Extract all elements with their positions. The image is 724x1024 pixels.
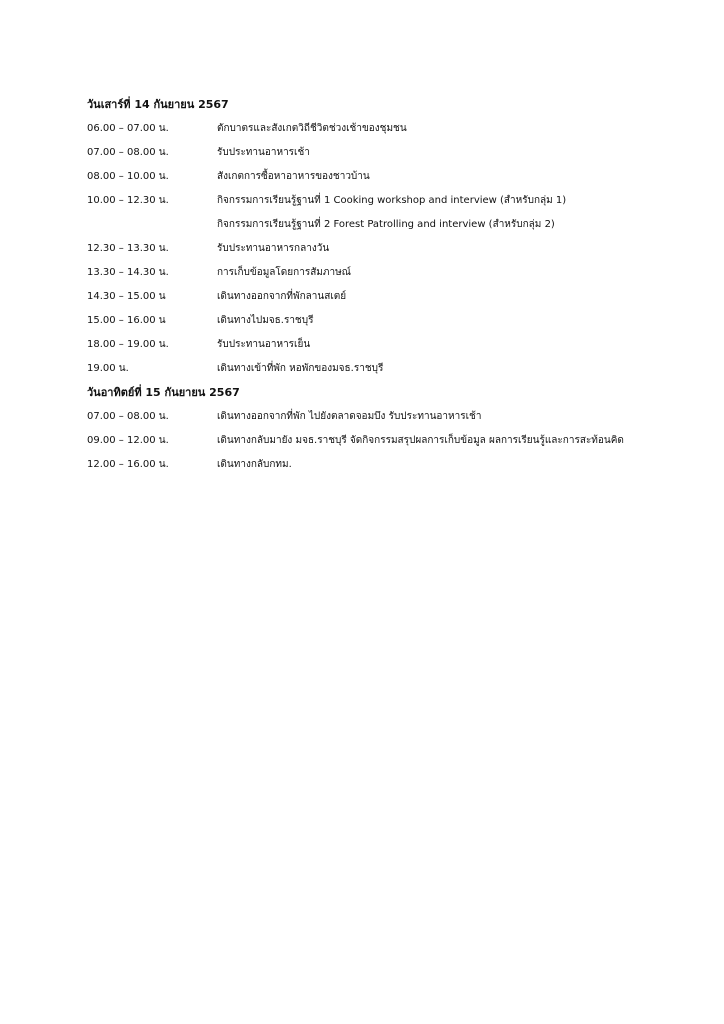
- schedule-document: [87, 93, 647, 477]
- schedule-row: [87, 429, 647, 453]
- time-cell: 14.30 – 15.00 น: [87, 291, 166, 302]
- activity-cell: เดินทางกลับกทม.: [217, 459, 292, 470]
- activity-cell: รับประทานอาหารเย็น: [217, 339, 311, 350]
- activity-cell: การเก็บข้อมูลโดยการสัมภาษณ์: [217, 267, 351, 278]
- activity-cell: กิจกรรมการเรียนรู้ฐานที่ 1 Cooking workshop and interview (สำหรับกลุ่ม 1): [217, 195, 567, 206]
- activity-cell: รับประทานอาหารกลางวัน: [217, 243, 330, 254]
- schedule-row: [87, 237, 647, 261]
- schedule-row: [87, 141, 647, 165]
- schedule-row: [87, 453, 647, 477]
- activity-cell: เดินทางเข้าที่พัก หอพักของมจธ.ราชบุรี: [217, 363, 384, 374]
- time-cell: 12.00 – 16.00 น.: [87, 459, 169, 470]
- time-cell: 19.00 น.: [87, 363, 129, 374]
- day-heading-saturday: วันเสาร์ที่ 14 กันยายน 2567: [87, 98, 229, 111]
- activity-cell: เดินทางกลับมายัง มจธ.ราชบุรี จัดกิจกรรมสรุปผลการเก็บข้อมูล ผลการเรียนรู้และการสะท้อนคิด: [217, 435, 624, 446]
- time-cell: 08.00 – 10.00 น.: [87, 171, 169, 182]
- activity-cell: กิจกรรมการเรียนรู้ฐานที่ 2 Forest Patrolling and interview (สำหรับกลุ่ม 2): [217, 219, 555, 230]
- schedule-row: [87, 261, 647, 285]
- schedule-row: [87, 309, 647, 333]
- time-cell: [87, 213, 217, 237]
- schedule-row: [87, 333, 647, 357]
- schedule-row: [87, 357, 647, 381]
- activity-cell: เดินทางออกจากที่พักลานสเตย์: [217, 291, 347, 302]
- day-heading-sunday: วันอาทิตย์ที่ 15 กันยายน 2567: [87, 386, 240, 399]
- schedule-row: [87, 189, 647, 213]
- activity-cell: รับประทานอาหารเช้า: [217, 147, 310, 158]
- time-cell: 13.30 – 14.30 น.: [87, 267, 169, 278]
- time-cell: 15.00 – 16.00 น: [87, 315, 166, 326]
- time-cell: 07.00 – 08.00 น.: [87, 411, 169, 422]
- activity-cell: เดินทางออกจากที่พัก ไปยังตลาดจอมบึง รับประทานอาหารเช้า: [217, 411, 482, 422]
- activity-cell: ตักบาตรและสังเกตวิถีชีวิตช่วงเช้าของชุมชน: [217, 123, 407, 134]
- time-cell: 18.00 – 19.00 น.: [87, 339, 169, 350]
- time-cell: 12.30 – 13.30 น.: [87, 243, 169, 254]
- time-cell: 10.00 – 12.30 น.: [87, 195, 169, 206]
- activity-cell: เดินทางไปมจธ.ราชบุรี: [217, 315, 314, 326]
- schedule-row: [87, 165, 647, 189]
- time-cell: 06.00 – 07.00 น.: [87, 123, 169, 134]
- activity-cell: สังเกตการซื้อหาอาหารของชาวบ้าน: [217, 171, 370, 182]
- schedule-row: [87, 285, 647, 309]
- time-cell: 07.00 – 08.00 น.: [87, 147, 169, 158]
- time-cell: 09.00 – 12.00 น.: [87, 435, 169, 446]
- schedule-row: [87, 213, 647, 237]
- schedule-row: [87, 117, 647, 141]
- schedule-row: [87, 405, 647, 429]
